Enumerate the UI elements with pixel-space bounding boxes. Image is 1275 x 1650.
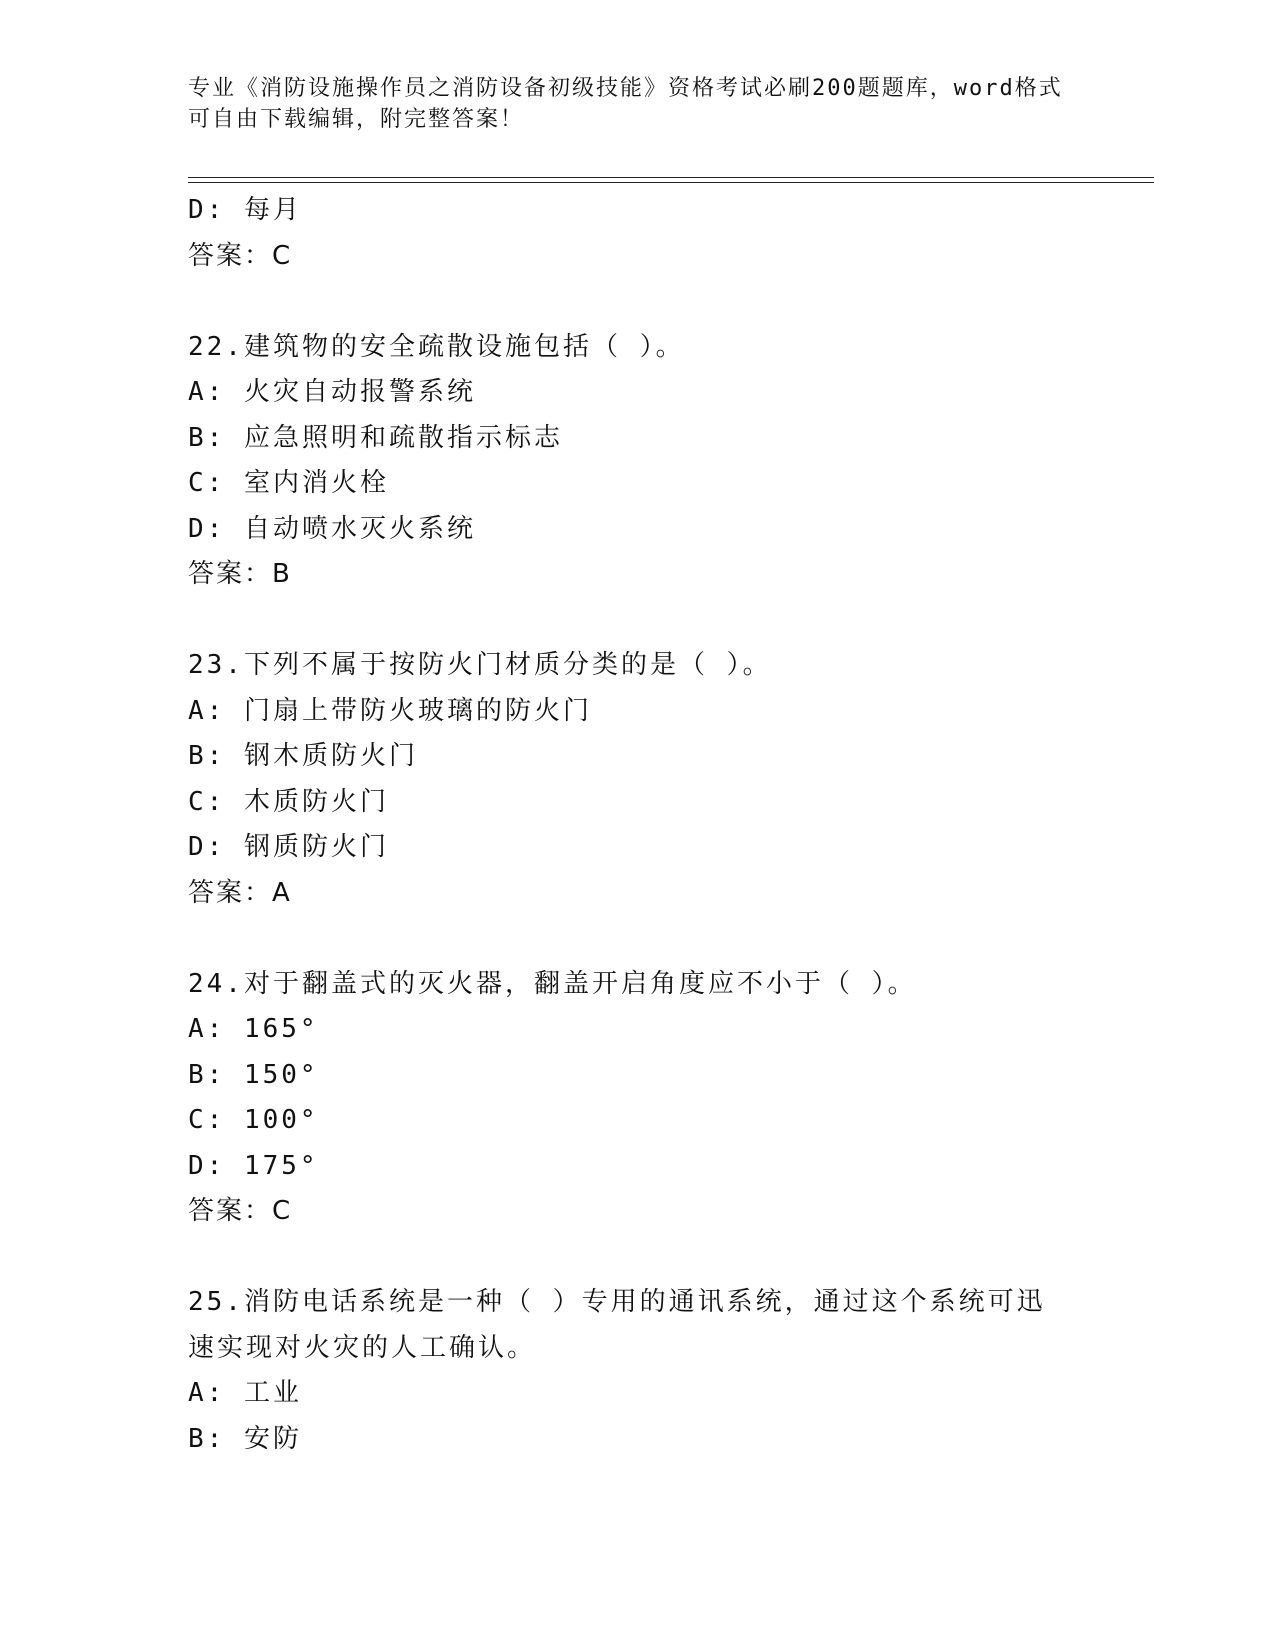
option-c: C: 100° (188, 1105, 319, 1135)
option-b: B: 150° (188, 1059, 319, 1090)
option-a: A: 门扇上带防火玻璃的防火门 (188, 695, 592, 726)
spacer (188, 916, 1088, 962)
option-b: B: 安防 (188, 1423, 302, 1454)
option-a: A: 165° (188, 1014, 319, 1044)
option-a: A: 火灾自动报警系统 (188, 377, 476, 407)
header-divider-bottom (188, 182, 1154, 183)
question-list (188, 188, 1088, 1462)
question-title: 24.对于翻盖式的灭火器，翻盖开启角度应不小于（ ）。 (188, 968, 917, 999)
document-header: 专业《消防设施操作员之消防设备初级技能》资格考试必刷200题题库，word格式可自由下载编辑，附完整答案！ (188, 76, 1063, 132)
spacer (188, 279, 1088, 325)
question-title: 25.消防电话系统是一种（ ）专用的通讯系统，通过这个系统可迅速实现对火灾的人工确认。 (188, 1287, 1046, 1363)
header-divider-top (188, 177, 1154, 178)
option-d: D: 175° (188, 1150, 319, 1181)
answer-line: 答案：A (188, 877, 292, 908)
answer-line: 答案：C (188, 240, 293, 271)
answer-line: 答案：B (188, 559, 292, 589)
question-block (188, 325, 1088, 598)
option-b: B: 应急照明和疏散指示标志 (188, 422, 563, 453)
question-block (188, 1280, 1088, 1462)
spacer (188, 598, 1088, 644)
option-d: D: 钢质防火门 (188, 832, 389, 862)
option-d: D: 每月 (188, 195, 302, 225)
question-block (188, 962, 1088, 1235)
question-block (188, 643, 1088, 916)
option-b: B: 钢木质防火门 (188, 741, 418, 771)
option-c: C: 木质防火门 (188, 786, 389, 817)
answer-line: 答案：C (188, 1196, 293, 1226)
question-title: 22.建筑物的安全疏散设施包括（ ）。 (188, 331, 685, 362)
option-a: A: 工业 (188, 1378, 302, 1408)
option-d: D: 自动喷水灭火系统 (188, 513, 476, 544)
question-title: 23.下列不属于按防火门材质分类的是（ ）。 (188, 650, 772, 680)
option-c: C: 室内消火栓 (188, 468, 389, 498)
spacer (188, 1235, 1088, 1281)
